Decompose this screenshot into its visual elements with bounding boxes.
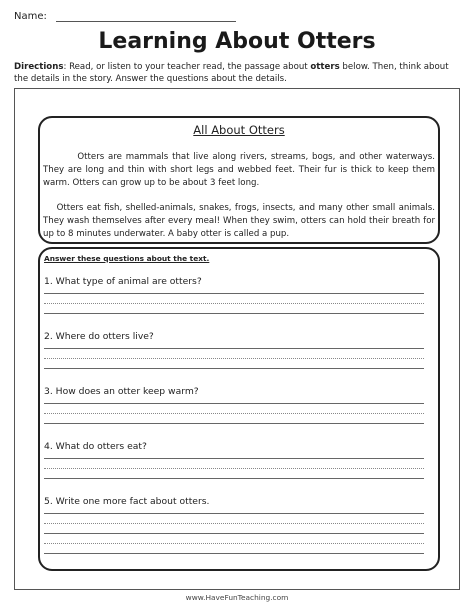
- passage-paragraph-1: Otters are mammals that live along rivers, streams, bogs, and other waterways. They are long and thin with short legs and webbed feet. Their fur is thick to keep them warm. Otters can grow up to be about 3 feet long.: [43, 152, 435, 188]
- answer-line[interactable]: [44, 368, 424, 369]
- questions-header: Answer these questions about the text.: [44, 254, 210, 263]
- question-5: 5. Write one more fact about otters.: [44, 496, 210, 507]
- answer-line[interactable]: [44, 358, 424, 359]
- answer-line[interactable]: [44, 313, 424, 314]
- passage-title: All About Otters: [193, 123, 285, 137]
- name-label: Name:: [14, 11, 47, 22]
- answer-line[interactable]: [44, 303, 424, 304]
- answer-line[interactable]: [44, 553, 424, 554]
- answer-line[interactable]: [44, 543, 424, 544]
- answer-line[interactable]: [44, 513, 424, 514]
- footer-url: www.HaveFunTeaching.com: [185, 593, 289, 602]
- answer-line[interactable]: [44, 413, 424, 414]
- directions-keyword: otters: [310, 62, 340, 72]
- passage-box: [38, 116, 440, 244]
- question-1: 1. What type of animal are otters?: [44, 276, 202, 287]
- question-4: 4. What do otters eat?: [44, 441, 147, 452]
- directions: [14, 61, 460, 85]
- answer-line[interactable]: [44, 293, 424, 294]
- answer-line[interactable]: [44, 523, 424, 524]
- answer-line[interactable]: [44, 533, 424, 534]
- passage-paragraph-2: Otters eat fish, shelled-animals, snakes, frogs, insects, and many other small animals. They wash themselves after every meal! When they swim, otters can hold their breath for up to 8 minutes underwater. A baby otter is called a pup.: [43, 203, 435, 239]
- questions-box: [38, 247, 440, 571]
- page-title: Learning About Otters: [98, 29, 376, 54]
- name-row: [14, 11, 47, 22]
- answer-line[interactable]: [44, 423, 424, 424]
- answer-line[interactable]: [44, 403, 424, 404]
- answer-line[interactable]: [44, 458, 424, 459]
- question-2: 2. Where do otters live?: [44, 331, 154, 342]
- question-3: 3. How does an otter keep warm?: [44, 386, 199, 397]
- directions-text-before: : Read, or listen to your teacher read, the passage about: [63, 62, 311, 72]
- answer-line[interactable]: [44, 468, 424, 469]
- answer-line[interactable]: [44, 478, 424, 479]
- directions-label: Directions: [14, 62, 64, 72]
- answer-line[interactable]: [44, 348, 424, 349]
- name-line[interactable]: [56, 21, 236, 22]
- directions-text-after: below. Then, think about the details in the story. Answer the questions about the details.: [14, 62, 449, 84]
